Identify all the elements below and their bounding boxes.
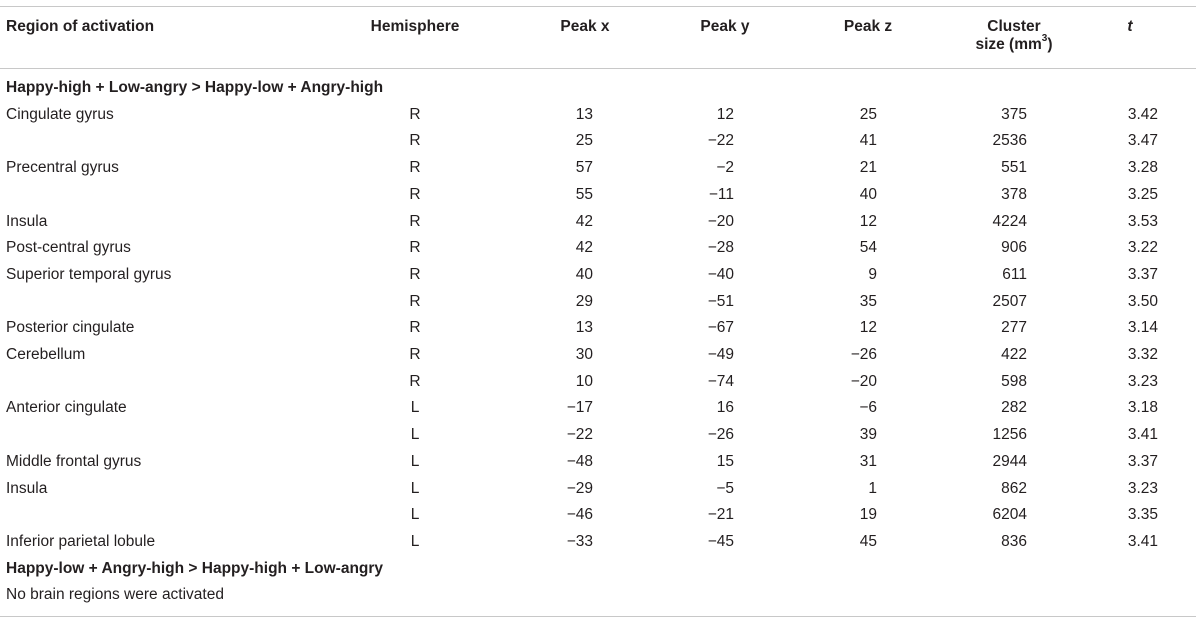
cell-t: 3.32 — [1127, 346, 1158, 363]
col-header-peak-x: Peak x — [560, 18, 610, 35]
cell-x: 30 — [575, 346, 593, 363]
cell-t: 3.47 — [1127, 132, 1158, 150]
cell-hemisphere: R — [409, 212, 421, 230]
cell-size: 2944 — [992, 452, 1027, 470]
cell-hemisphere: R — [409, 105, 421, 123]
cell-hemisphere: R — [409, 319, 421, 337]
cell-hemisphere: L — [410, 532, 420, 550]
cell-x: −33 — [566, 532, 593, 550]
cell-t: 3.14 — [1127, 319, 1158, 337]
col-header-cluster-close: ) — [1047, 36, 1053, 53]
cell-region: Inferior parietal lobule — [6, 532, 156, 550]
cell-z: 41 — [859, 132, 877, 150]
cell-hemisphere: L — [410, 479, 420, 497]
cell-x: 25 — [575, 132, 593, 150]
cell-size: 378 — [1001, 185, 1027, 203]
section-title: Happy-high + Low-angry > Happy-low + Angry-high — [6, 79, 384, 96]
cell-z: −26 — [850, 346, 877, 363]
col-header-cluster-line1: Cluster — [987, 18, 1041, 35]
col-header-t: t — [1127, 18, 1133, 35]
cell-hemisphere: R — [409, 265, 421, 283]
header-bottom-rule — [0, 68, 1196, 69]
cell-y: −22 — [707, 132, 734, 150]
section-note: No brain regions were activated — [6, 586, 224, 604]
cell-x: 13 — [575, 319, 593, 337]
cell-y: −21 — [707, 506, 734, 524]
cell-t: 3.18 — [1127, 399, 1158, 417]
cell-x: −29 — [566, 479, 593, 497]
col-header-peak-z: Peak z — [843, 18, 893, 35]
cell-y: −26 — [707, 426, 734, 444]
cell-region: Middle frontal gyrus — [6, 452, 142, 470]
cell-y: 16 — [716, 399, 734, 417]
cell-z: 35 — [859, 292, 877, 310]
cell-region: Precentral gyrus — [6, 159, 119, 177]
cell-z: −20 — [850, 372, 877, 390]
cell-y: 15 — [716, 452, 734, 470]
cell-size: 375 — [1001, 105, 1027, 123]
cell-z: 31 — [859, 452, 877, 470]
cell-z: 21 — [859, 159, 877, 177]
cell-y: −28 — [707, 239, 734, 257]
cell-y: −11 — [708, 185, 734, 203]
cell-t: 3.50 — [1127, 292, 1158, 310]
cell-t: 3.28 — [1127, 159, 1158, 177]
col-header-cluster-line2 — [944, 32, 1084, 54]
cell-y: −45 — [707, 532, 734, 550]
cell-t: 3.25 — [1127, 185, 1158, 203]
cell-hemisphere: L — [410, 426, 420, 444]
cell-z: 39 — [859, 426, 877, 444]
cell-t: 3.53 — [1127, 212, 1158, 230]
cell-z: −6 — [859, 399, 877, 417]
cell-size: 282 — [1001, 399, 1027, 417]
cell-hemisphere: L — [410, 452, 420, 470]
cell-region: Anterior cingulate — [6, 399, 127, 417]
cell-size: 422 — [1001, 346, 1027, 363]
cell-hemisphere: R — [409, 372, 421, 390]
cell-size: 277 — [1001, 319, 1027, 337]
cell-hemisphere: R — [409, 159, 421, 177]
cell-z: 54 — [859, 239, 877, 257]
section-title: Happy-low + Angry-high > Happy-high + Low-angry — [6, 559, 384, 577]
cell-y: −67 — [707, 319, 734, 337]
cell-y: 12 — [716, 105, 734, 123]
cell-x: 42 — [575, 212, 593, 230]
cell-hemisphere: R — [409, 346, 421, 363]
cell-y: −51 — [707, 292, 734, 310]
cell-size: 551 — [1001, 159, 1027, 177]
cell-x: −48 — [566, 452, 593, 470]
cell-size: 6204 — [992, 506, 1027, 524]
col-header-peak-y: Peak y — [700, 18, 750, 35]
cell-z: 9 — [868, 265, 877, 283]
cell-y: −40 — [707, 265, 734, 283]
cell-y: −5 — [716, 479, 734, 497]
cell-x: 40 — [575, 265, 593, 283]
cell-region: Superior temporal gyrus — [6, 265, 172, 283]
cell-t: 3.23 — [1127, 479, 1158, 497]
cell-t: 3.41 — [1127, 426, 1158, 444]
cell-size: 836 — [1001, 532, 1027, 550]
cell-t: 3.35 — [1127, 506, 1158, 524]
cell-region: Cingulate gyrus — [6, 105, 114, 123]
cell-region: Insula — [6, 212, 48, 230]
cell-z: 19 — [859, 506, 877, 524]
col-header-cluster-sup: 3 — [1041, 32, 1048, 44]
cell-size: 2507 — [992, 292, 1027, 310]
table-top-rule — [0, 6, 1196, 7]
cell-region: Insula — [6, 479, 48, 497]
cell-x: 55 — [575, 185, 593, 203]
cell-size: 598 — [1001, 372, 1027, 390]
cell-y: −49 — [707, 346, 734, 363]
cell-region: Posterior cingulate — [6, 319, 135, 337]
cell-x: 57 — [575, 159, 593, 177]
cell-z: 45 — [859, 532, 877, 550]
cell-hemisphere: R — [409, 292, 421, 310]
cell-x: −46 — [566, 506, 593, 524]
cell-y: −20 — [707, 212, 734, 230]
cell-region: Cerebellum — [6, 346, 86, 363]
cell-size: 862 — [1001, 479, 1027, 497]
cell-t: 3.42 — [1127, 105, 1158, 123]
cell-t: 3.37 — [1127, 452, 1158, 470]
cell-z: 40 — [859, 185, 877, 203]
cell-hemisphere: R — [409, 132, 421, 150]
col-header-region: Region of activation — [6, 18, 155, 35]
cell-z: 12 — [859, 319, 877, 337]
cell-t: 3.37 — [1127, 265, 1158, 283]
cell-y: −74 — [707, 372, 734, 390]
cell-t: 3.22 — [1127, 239, 1158, 257]
cell-z: 12 — [859, 212, 877, 230]
cell-size: 906 — [1001, 239, 1027, 257]
cell-hemisphere: L — [410, 506, 420, 524]
cell-hemisphere: R — [409, 239, 421, 257]
cell-hemisphere: L — [410, 399, 420, 417]
cell-size: 1256 — [992, 426, 1027, 444]
cell-z: 25 — [859, 105, 877, 123]
cell-x: 42 — [575, 239, 593, 257]
cell-x: −17 — [566, 399, 593, 417]
table-bottom-rule — [0, 616, 1196, 617]
cell-x: −22 — [566, 426, 593, 444]
cell-size: 4224 — [992, 212, 1027, 230]
col-header-cluster-unit: size (mm — [975, 36, 1042, 53]
col-header-hemisphere: Hemisphere — [370, 18, 460, 35]
cell-size: 611 — [1002, 265, 1027, 283]
cell-hemisphere: R — [409, 185, 421, 203]
cell-x: 10 — [575, 372, 593, 390]
cell-y: −2 — [716, 159, 734, 177]
cell-x: 29 — [575, 292, 593, 310]
cell-x: 13 — [575, 105, 593, 123]
col-header-cluster-size — [944, 18, 1084, 54]
cell-t: 3.23 — [1127, 372, 1158, 390]
cell-z: 1 — [868, 479, 877, 497]
cell-size: 2536 — [992, 132, 1027, 150]
cell-t: 3.41 — [1127, 532, 1158, 550]
cell-region: Post-central gyrus — [6, 239, 131, 257]
